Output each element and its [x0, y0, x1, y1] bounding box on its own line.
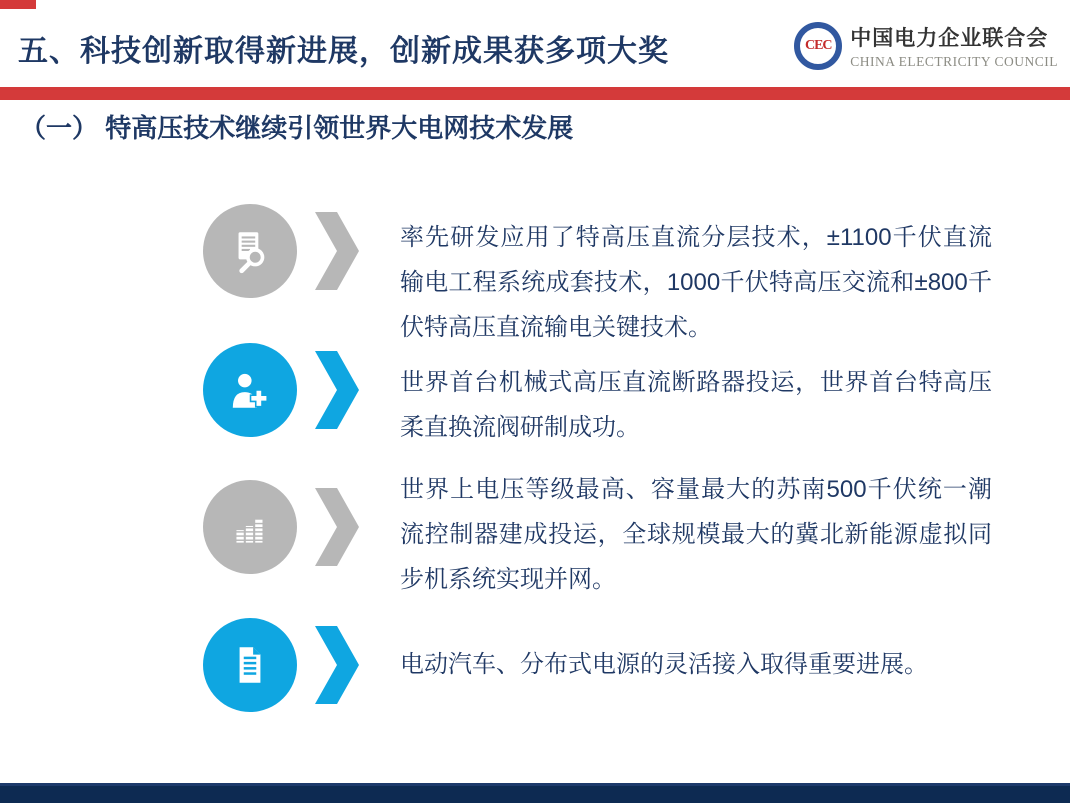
corner-accent-bar: [0, 0, 36, 9]
logo-text: [850, 22, 1058, 70]
chevron-right-icon: [315, 212, 359, 290]
list-item-text: 率先研发应用了特高压直流分层技术，±1100千伏直流输电工程系统成套技术，1000千伏特高压交流和±800千伏特高压直流输电关键技术。: [400, 224, 992, 341]
list-item-text: 电动汽车、分布式电源的灵活接入取得重要进展。: [400, 651, 928, 678]
bar-chart-icon: [203, 480, 297, 574]
org-name-zh: 中国电力企业联合会: [850, 27, 1049, 50]
page-title: 五、科技创新取得新进展，创新成果获多项大奖: [18, 35, 669, 68]
chevron-right-icon: [315, 626, 359, 704]
header-divider-bar: [0, 87, 1070, 100]
list-item-icon-group: [203, 480, 359, 574]
list-item-icon-group: [203, 343, 359, 437]
list-item-text: 世界上电压等级最高、容量最大的苏南500千伏统一潮流控制器建成投运，全球规模最大的冀北新能源虚拟同步机系统实现并网。: [400, 476, 992, 593]
add-user-icon: [203, 343, 297, 437]
footer-bar: [0, 783, 1070, 803]
org-logo: [794, 22, 1058, 70]
org-name-en: CHINA ELECTRICITY COUNCIL: [850, 54, 1058, 69]
document-search-icon: [203, 204, 297, 298]
cec-emblem-icon: [794, 22, 842, 70]
chevron-right-icon: [315, 488, 359, 566]
document-icon: [203, 618, 297, 712]
chevron-right-icon: [315, 351, 359, 429]
list-item-icon-group: [203, 618, 359, 712]
section-heading: （一） 特高压技术继续引领世界大电网技术发展: [20, 113, 574, 143]
list-item-icon-group: [203, 204, 359, 298]
emblem-monogram: CEC: [804, 38, 832, 53]
list-item-text: 世界首台机械式高压直流断路器投运，世界首台特高压柔直换流阀研制成功。: [400, 369, 992, 441]
